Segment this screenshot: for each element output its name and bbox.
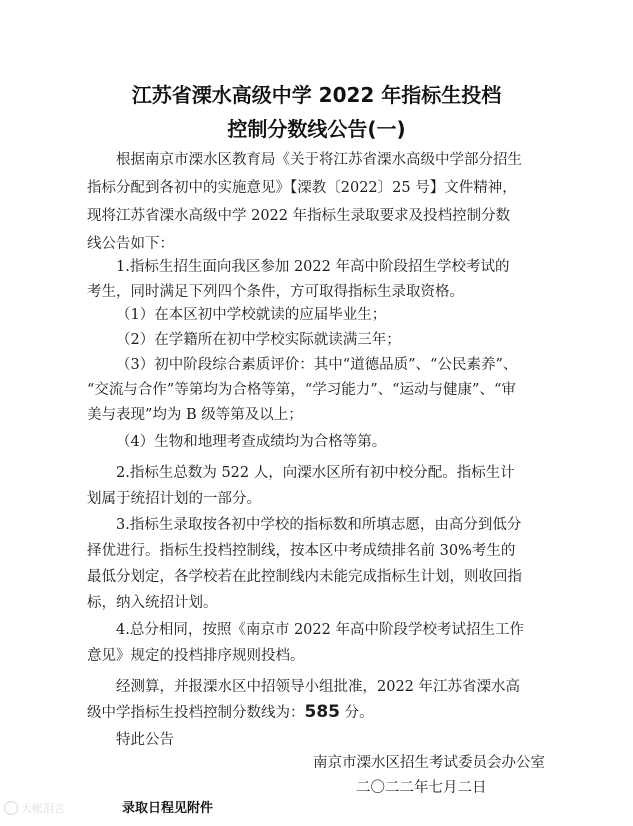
body-line: （2）在学籍所在初中学校实际就读满三年； xyxy=(116,332,401,348)
body-line: （3）初中阶段综合素质评价：其中“道德品质”、“公民素养”、 xyxy=(116,357,518,373)
body-line: 标，纳入统招计划。 xyxy=(87,595,218,611)
body-line: 线公告如下： xyxy=(87,236,174,252)
signature-org: 南京市溧水区招生考试委员会办公室 xyxy=(313,755,545,771)
body-line: 4.总分相同，按照《南京市 2022 年高中阶段学校考试招生工作 xyxy=(116,622,524,638)
body-line: 经测算，并报溧水区中招领导小组批准，2022 年江苏省溧水高 xyxy=(116,679,521,695)
body-line: “交流与合作”等第均为合格等第，“学习能力”、“运动与健康”、“审 xyxy=(87,382,516,398)
body-line: 意见》规定的投档排序规则投档。 xyxy=(87,648,305,664)
notice-title-line-1: 江苏省溧水高级中学 2022 年指标生投档 xyxy=(131,83,502,107)
closing-text: 特此公告 xyxy=(116,732,174,748)
watermark-logo-icon xyxy=(4,801,18,815)
body-line: 最低分划定，各学校若在此控制线内未能完成指标生计划，则收回指 xyxy=(87,569,522,585)
body-line: 现将江苏省溧水高级中学 2022 年指标生录取要求及投档控制分数 xyxy=(87,208,511,224)
body-line: 美与表现”均为 B 级等第及以上； xyxy=(87,407,303,423)
body-line: 2.指标生总数为 522 人，向溧水区所有初中校分配。指标生计 xyxy=(116,465,515,481)
cutoff-score: 585 xyxy=(304,702,340,722)
body-line: （4）生物和地理考查成绩均为合格等第。 xyxy=(116,434,387,450)
notice-title-line-2: 控制分数线公告(一) xyxy=(227,117,406,141)
watermark-text: 大帐泪言 xyxy=(21,802,65,815)
body-line: 3.指标生录取按各初中学校的指标数和所填志愿，由高分到低分 xyxy=(116,517,522,533)
body-line: （1）在本区初中学校就读的应届毕业生； xyxy=(116,307,387,323)
watermark xyxy=(4,800,65,816)
score-line-suffix: 分。 xyxy=(340,705,374,721)
body-line: 1.指标生招生面向我区参加 2022 年高中阶段招生学校考试的 xyxy=(116,259,510,275)
body-line: 指标分配到各初中的实施意见》【溧教〔2022〕25 号】文件精神， xyxy=(87,180,517,196)
body-line: 划属于统招计划的一部分。 xyxy=(87,491,261,507)
signature-date: 二〇二二年七月二日 xyxy=(356,780,487,796)
attachment-note: 录取日程见附件 xyxy=(122,801,214,816)
body-line: 考生，同时满足下列四个条件，方可取得指标生录取资格。 xyxy=(87,284,464,300)
body-line: 根据南京市溧水区教育局《关于将江苏省溧水高级中学部分招生 xyxy=(116,152,522,168)
body-line: 择优进行。指标生投档控制线，按本区中考成绩排名前 30%考生的 xyxy=(87,543,516,559)
score-line xyxy=(87,702,374,723)
score-line-prefix: 级中学指标生投档控制分数线为： xyxy=(87,705,305,721)
